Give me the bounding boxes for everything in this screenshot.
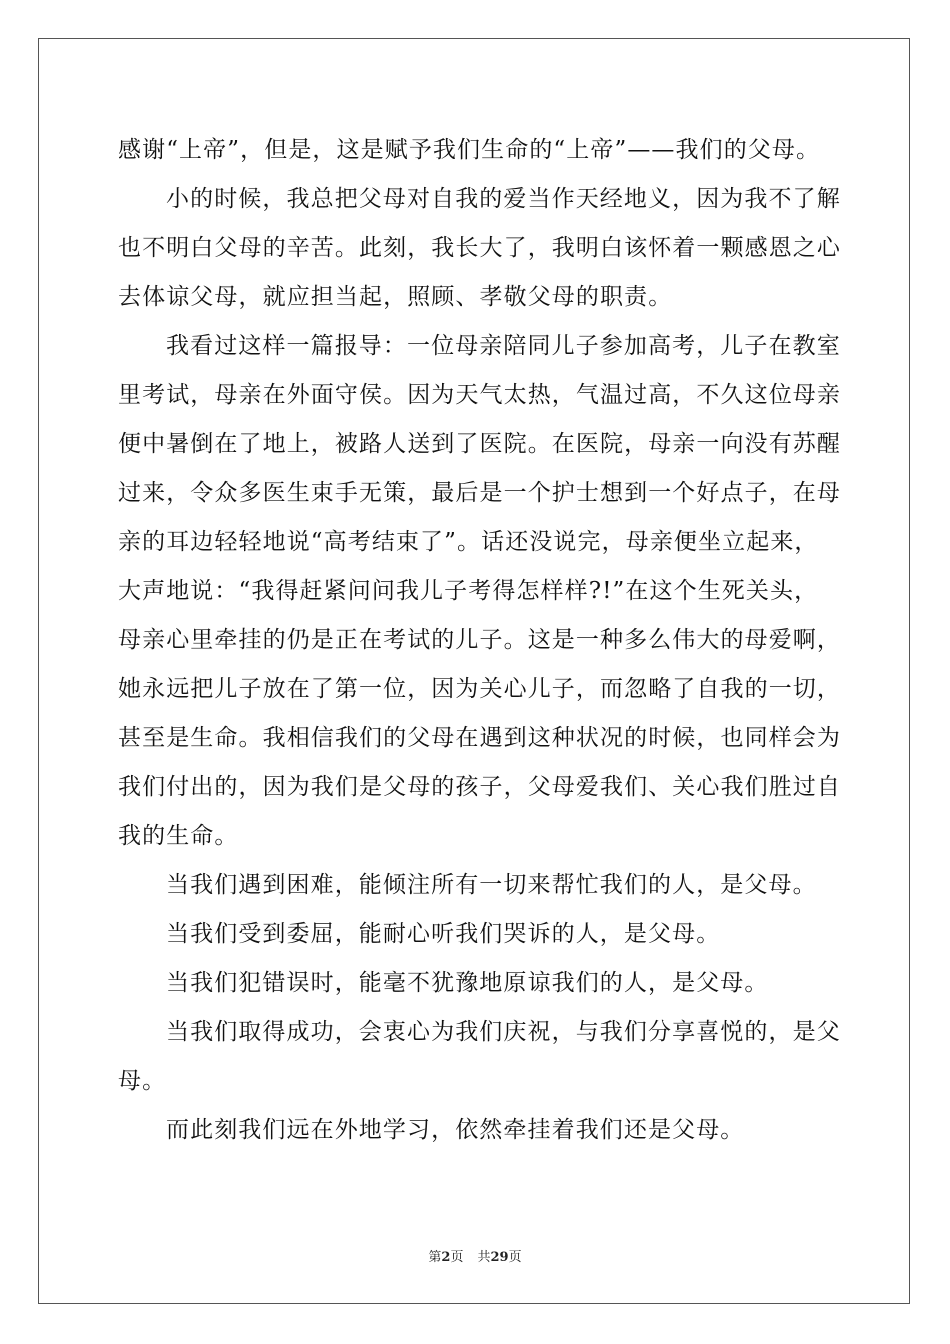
total-pages: 29 xyxy=(490,1250,509,1265)
text-line: 她永远把儿子放在了第一位，因为关心儿子，而忽略了自我的一切， xyxy=(118,676,841,702)
page-suffix: 页 xyxy=(450,1250,464,1265)
text-line: 去体谅父母，就应担当起，照顾、孝敬父母的职责。 xyxy=(118,284,673,310)
text-line: 母。 xyxy=(118,1068,167,1094)
document-body xyxy=(118,126,841,1155)
text-line: 感谢“上帝”，但是，这是赋予我们生命的“上帝”——我们的父母。 xyxy=(118,137,821,163)
text-line: 当我们遇到困难，能倾注所有一切来帮忙我们的人，是父母。 xyxy=(166,872,817,898)
text-line: 当我们受到委屈，能耐心听我们哭诉的人，是父母。 xyxy=(166,921,721,947)
text-line: 大声地说：“我得赶紧问问我儿子考得怎样样?!”在这个生死关头， xyxy=(118,578,819,604)
total-prefix: 共 xyxy=(477,1250,491,1265)
page-prefix: 第 xyxy=(428,1250,442,1265)
text-line: 也不明白父母的辛苦。此刻，我长大了，我明白该怀着一颗感恩之心 xyxy=(118,235,841,261)
total-suffix: 页 xyxy=(508,1250,522,1265)
page-footer xyxy=(0,1246,950,1265)
text-line: 亲的耳边轻轻地说“高考结束了”。话还没说完，母亲便坐立起来， xyxy=(118,529,819,555)
text-line: 当我们犯错误时，能毫不犹豫地原谅我们的人，是父母。 xyxy=(166,970,769,996)
text-line: 当我们取得成功，会衷心为我们庆祝，与我们分享喜悦的，是父 xyxy=(166,1019,841,1045)
text-line: 小的时候，我总把父母对自我的爱当作天经地义，因为我不了解 xyxy=(166,186,841,212)
text-line: 过来，令众多医生束手无策，最后是一个护士想到一个好点子，在母 xyxy=(118,480,841,506)
text-line: 母亲心里牵挂的仍是正在考试的儿子。这是一种多么伟大的母爱啊， xyxy=(118,627,841,653)
text-line: 而此刻我们远在外地学习，依然牵挂着我们还是父母。 xyxy=(166,1117,745,1143)
text-line: 我看过这样一篇报导：一位母亲陪同儿子参加高考，儿子在教室 xyxy=(166,333,841,359)
text-line: 我的生命。 xyxy=(118,823,239,849)
text-line: 里考试，母亲在外面守侯。因为天气太热，气温过高，不久这位母亲 xyxy=(118,382,841,408)
page-number: 2 xyxy=(441,1250,451,1265)
text-line: 便中暑倒在了地上，被路人送到了医院。在医院，母亲一向没有苏醒 xyxy=(118,431,841,457)
text-line: 我们付出的，因为我们是父母的孩子，父母爱我们、关心我们胜过自 xyxy=(118,774,841,800)
text-line: 甚至是生命。我相信我们的父母在遇到这种状况的时候，也同样会为 xyxy=(118,725,841,751)
